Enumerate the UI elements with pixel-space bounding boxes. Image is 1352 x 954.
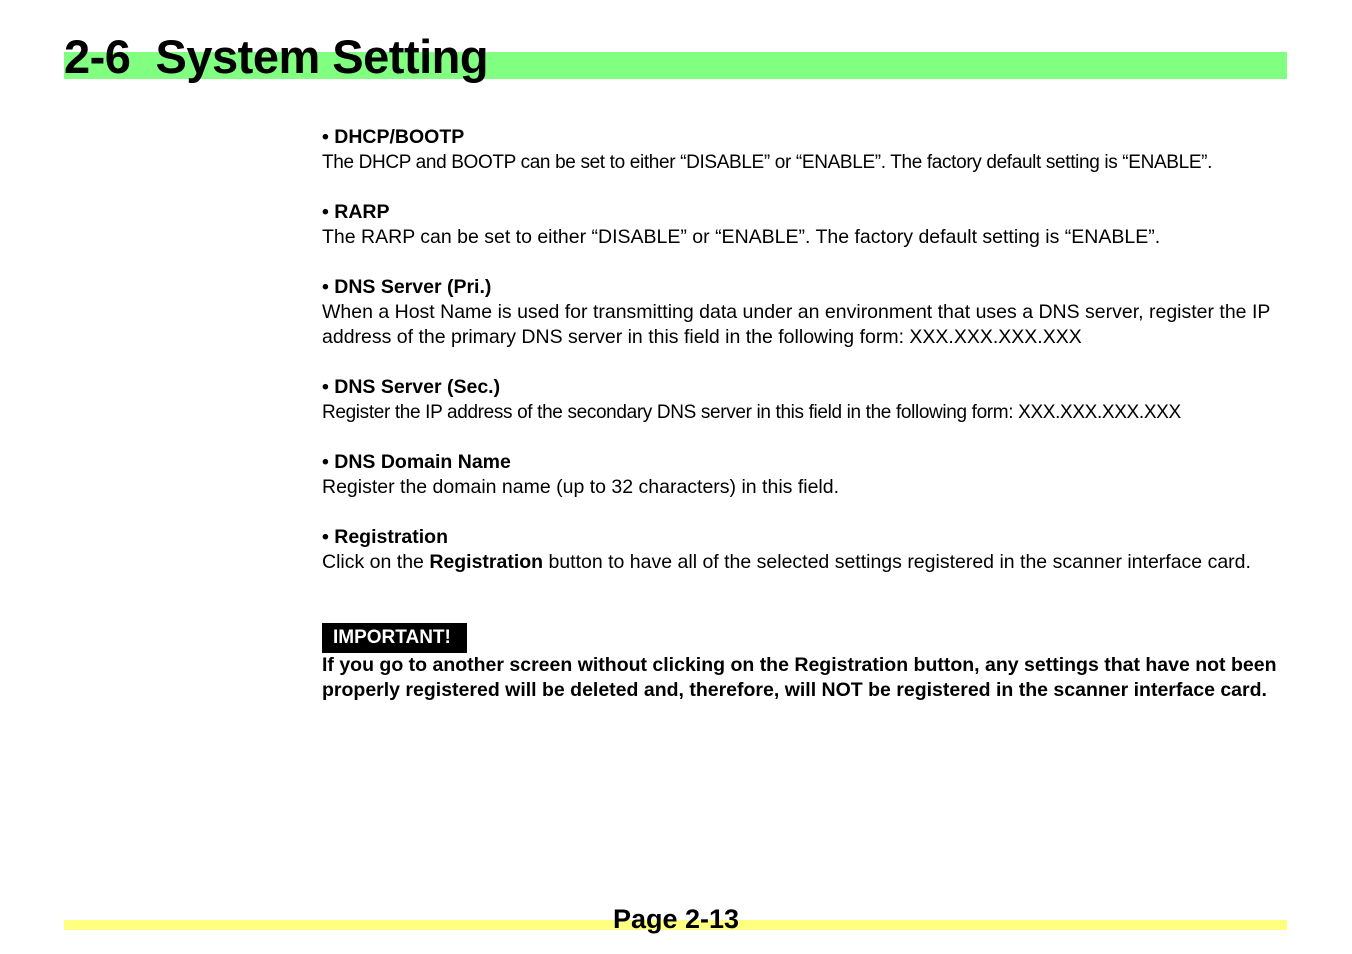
item-dhcp-bootp — [322, 125, 1282, 175]
item-heading: • DNS Server (Pri.) — [322, 276, 492, 298]
item-heading: • RARP — [322, 201, 390, 223]
description-text-before: Click on the — [322, 551, 430, 573]
item-heading: • DNS Domain Name — [322, 451, 511, 473]
registration-term: Registration — [429, 551, 544, 573]
important-badge: IMPORTANT! — [322, 623, 467, 653]
item-description: Register the domain name (up to 32 characters) in this field. — [322, 476, 840, 498]
item-description: When a Host Name is used for transmitting data under an environment that uses a DNS server, register the IP address of the primary DNS server in this field in the following form: XXX.XXX.XXX.XXX — [322, 301, 1271, 348]
item-heading: • DNS Server (Sec.) — [322, 376, 501, 398]
item-description: Register the IP address of the secondary DNS server in this field in the following form: XXX.XXX.XXX.XXX — [322, 402, 1181, 423]
item-registration — [322, 525, 1282, 575]
important-text: If you go to another screen without clicking on the Registration button, any settings that have not been properly registered will be deleted and, therefore, will NOT be registered in the scanner interface card. — [322, 654, 1277, 701]
item-dns-server-secondary — [322, 375, 1282, 425]
description-text-after: button to have all of the selected settings registered in the scanner interface card. — [543, 551, 1251, 573]
item-description: The RARP can be set to either “DISABLE” or “ENABLE”. The factory default setting is “ENABLE”. — [322, 226, 1161, 248]
page-title: 2-6 System Setting — [64, 30, 489, 83]
item-heading: • Registration — [322, 526, 449, 548]
item-dns-domain-name — [322, 450, 1282, 500]
item-dns-server-primary — [322, 275, 1282, 350]
item-description — [322, 550, 1282, 575]
item-description: The DHCP and BOOTP can be set to either “DISABLE” or “ENABLE”. The factory default setting is “ENABLE”. — [322, 152, 1213, 173]
item-heading: • DHCP/BOOTP — [322, 126, 465, 148]
main-content — [322, 125, 1282, 703]
page-number: Page 2-13 — [612, 904, 740, 934]
item-rarp — [322, 200, 1282, 250]
important-notice — [322, 623, 1282, 703]
